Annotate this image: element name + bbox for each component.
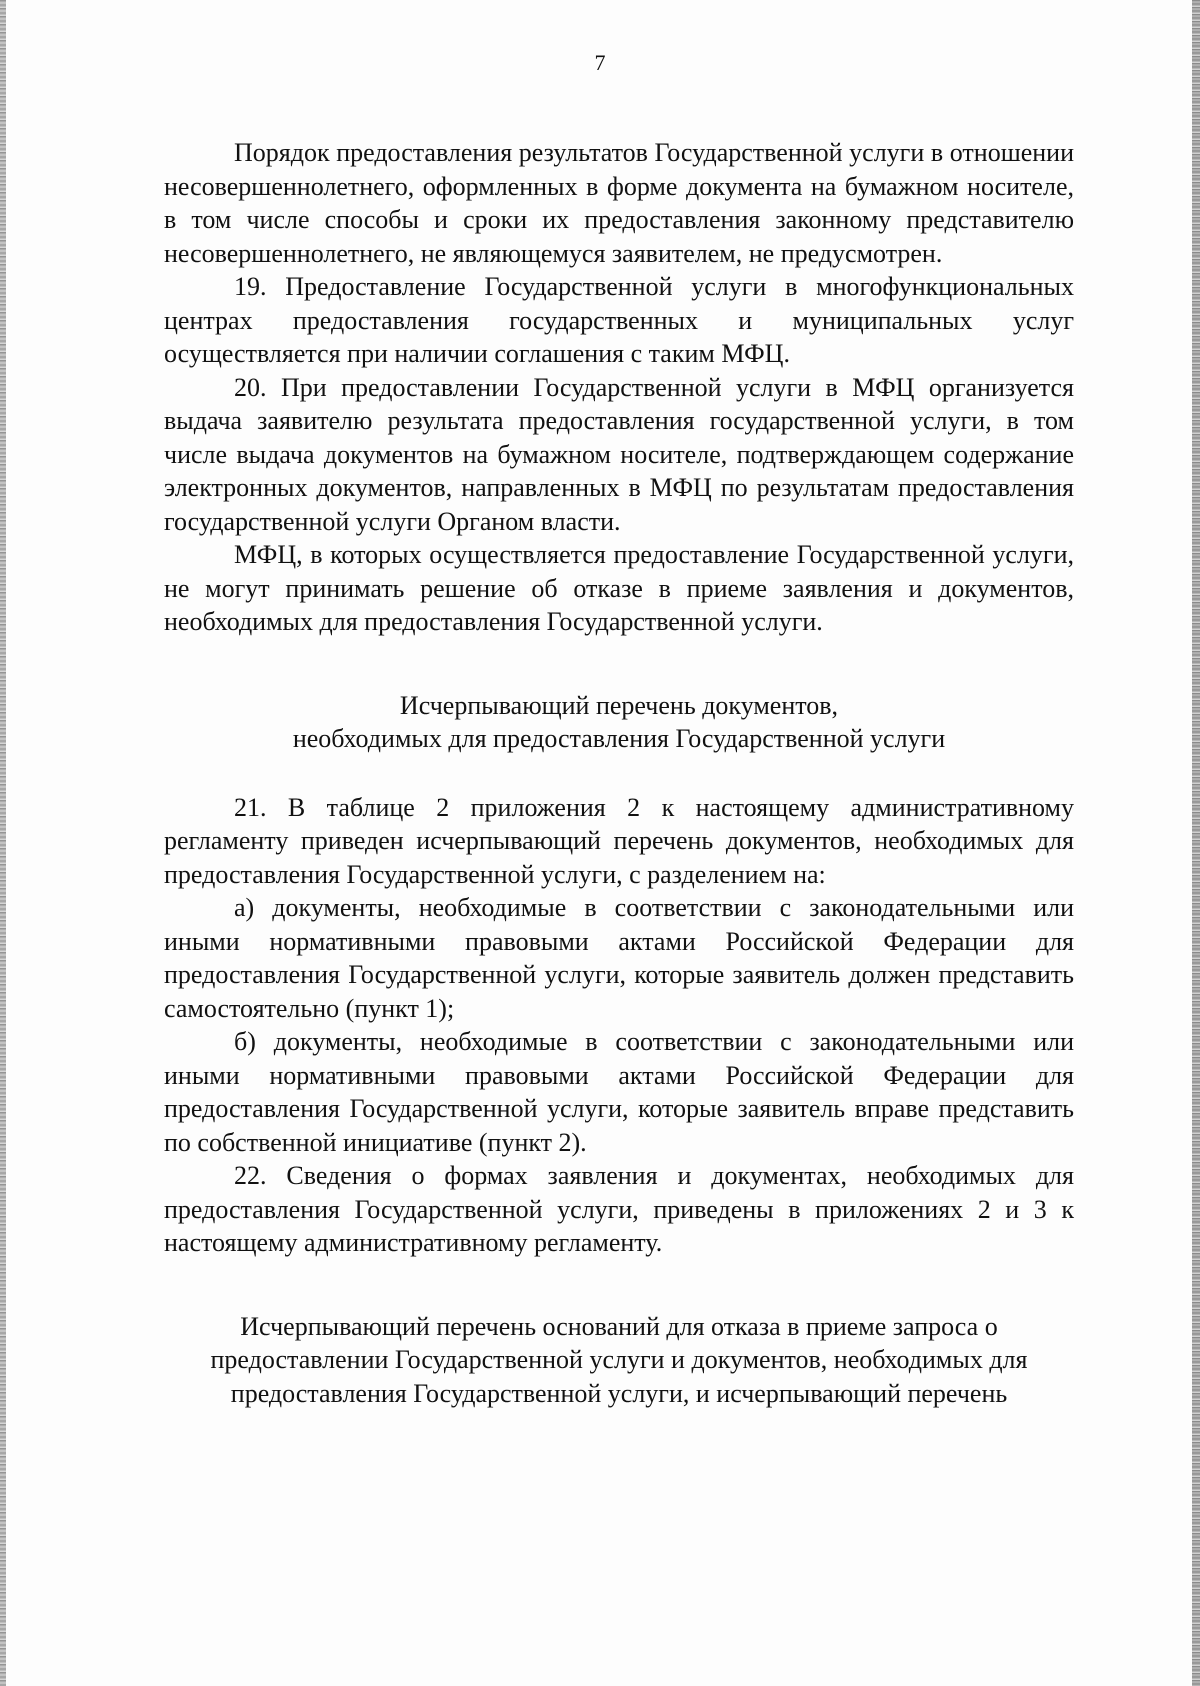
spacer <box>164 756 1074 791</box>
paragraph-result-procedure: Порядок предоставления результатов Государственной услуги в отношении несовершеннолетнего, оформленных в форме документа на бумажном носителе, в том числе способы и сроки их предоставления законному представителю несовершеннолетнего, не являющемуся заявителем, не предусмотрен. <box>164 138 1074 268</box>
section-heading-documents-line-2: необходимых для предоставления Государственной услуги <box>292 724 946 753</box>
paragraph-20: 20. При предоставлении Государственной услуги в МФЦ организуется выдача заявителю результата предоставления государственной услуги, в том числе выдача документов на бумажном носителе, подтверждающем содержание электронных документов, направленных в МФЦ по результатам предоставления государственной услуги Органом власти. <box>164 372 1074 536</box>
paragraph-21-a: а) документы, необходимые в соответствии с законодательными или иными нормативными правовыми актами Российской Федерации для предоставления Государственной услуги, которые заявитель должен представить самостоятельно (пункт 1); <box>164 893 1074 1023</box>
paragraph-19: 19. Предоставление Государственной услуги в многофункциональных центрах предоставления государственных и муниципальных услуг осуществляется при наличии соглашения с таким МФЦ. <box>164 272 1074 368</box>
scan-edge-left <box>0 0 6 1686</box>
spacer <box>164 639 1074 689</box>
paragraph-20-mfc: МФЦ, в которых осуществляется предоставление Государственной услуги, не могут принимать решение об отказе в приеме заявления и документов, необходимых для предоставления Государственной услуги. <box>164 540 1074 636</box>
section-heading-refusal-line-3: предоставления Государственной услуги, и исчерпывающий перечень <box>230 1378 1008 1408</box>
paragraph-22: 22. Сведения о формах заявления и документах, необходимых для предоставления Государственной услуги, приведены в приложениях 2 и 3 к настоящему административному регламенту. <box>164 1161 1074 1257</box>
paragraph-21: 21. В таблице 2 приложения 2 к настоящему административному регламенту приведен исчерпывающий перечень документов, необходимых для предоставления Государственной услуги, с разделением на: <box>164 792 1074 889</box>
section-heading-refusal-line-1: Исчерпывающий перечень оснований для отказа в приеме запроса о <box>240 1311 998 1341</box>
paragraph-21-b: б) документы, необходимые в соответствии с законодательными или иными нормативными правовыми актами Российской Федерации для предоставления Государственной услуги, которые заявитель вправе представить по собственной инициативе (пункт 2). <box>164 1027 1074 1157</box>
page-number: 7 <box>594 50 606 75</box>
section-heading-documents-line-1: Исчерпывающий перечень документов, <box>399 690 839 720</box>
section-heading-refusal-line-2: предоставлении Государственной услуги и документов, необходимых для <box>210 1345 1028 1374</box>
document-body <box>164 136 1074 1410</box>
spacer <box>164 1260 1074 1310</box>
scan-edge-right <box>1192 0 1200 1686</box>
